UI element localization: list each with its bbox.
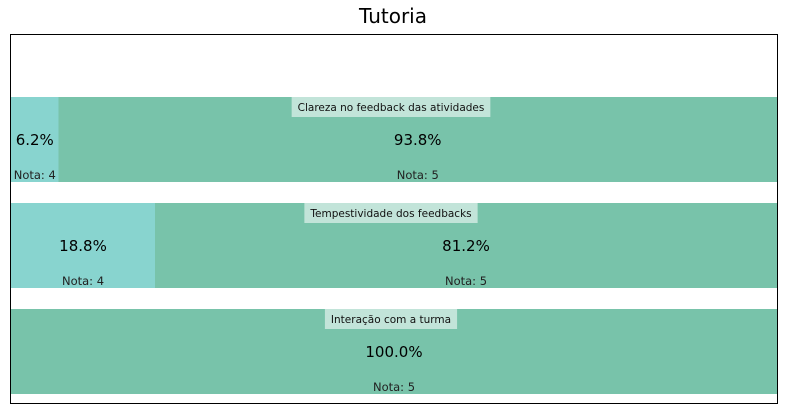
row-2-segment-2-percent-label: 81.2% xyxy=(442,237,490,255)
row-2-segment-1-nota-label: Nota: 4 xyxy=(61,274,105,288)
row-1-segment-1-percent-label: 6.2% xyxy=(15,131,54,149)
row-3-segment-1-nota-label: Nota: 5 xyxy=(372,380,416,394)
row-3-question-label: Interação com a turma xyxy=(330,314,452,326)
row-3-segment-1-percent-label: 100.0% xyxy=(365,343,423,361)
chart-title: Tutoria xyxy=(359,4,427,28)
row-2-segment-1-percent-label: 18.8% xyxy=(59,237,107,255)
row-1-segment-2-percent-label: 93.8% xyxy=(393,131,442,149)
row-1-segment-2-nota-label: Nota: 5 xyxy=(396,168,439,182)
row-1-segment-1-nota-label: Nota: 4 xyxy=(13,168,56,182)
bars-group xyxy=(11,97,777,394)
row-2-segment-2-nota-label: Nota: 5 xyxy=(444,274,488,288)
row-1-question-label: Clareza no feedback das atividades xyxy=(297,102,485,114)
row-2-question-label: Tempestividade dos feedbacks xyxy=(310,208,472,220)
